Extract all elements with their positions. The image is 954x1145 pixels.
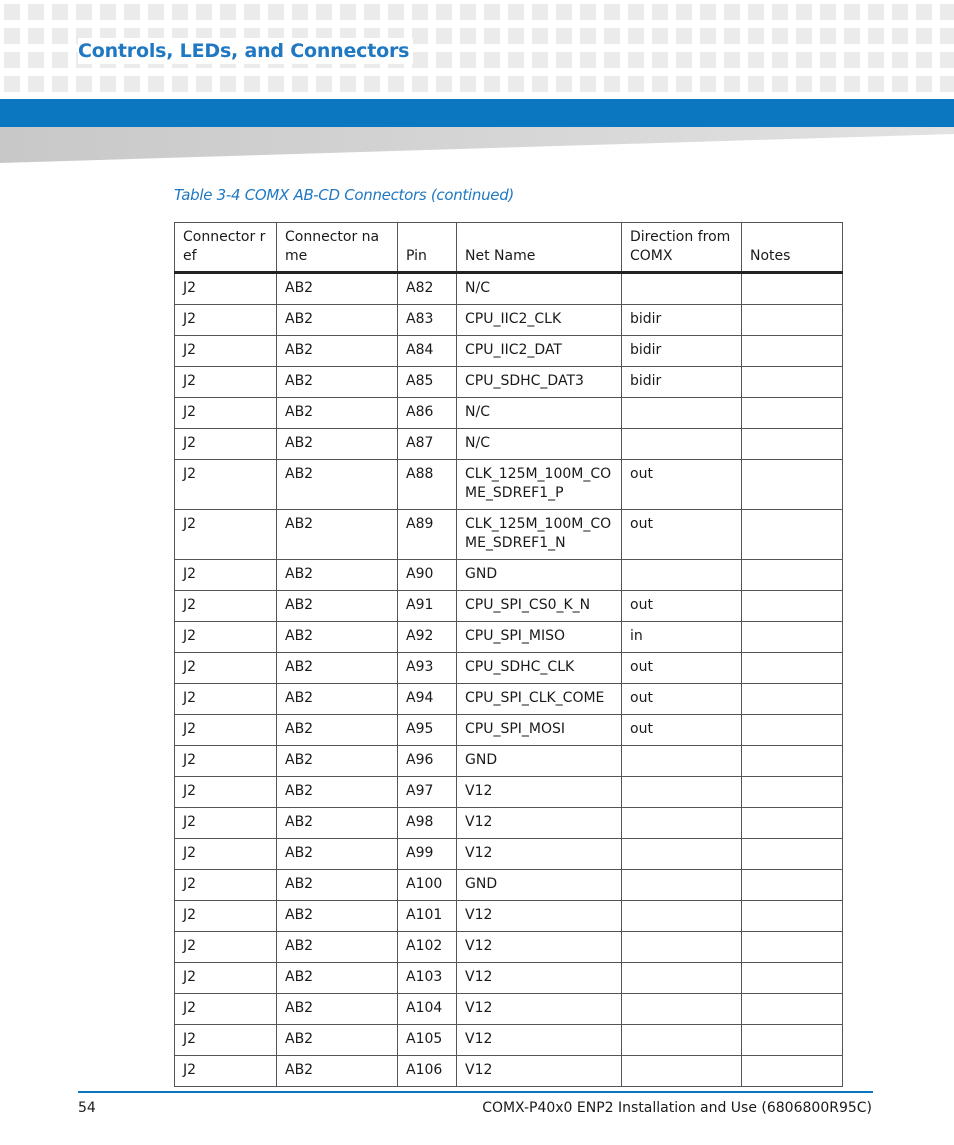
cell-connector-name: AB2 xyxy=(277,653,398,684)
cell-pin: A106 xyxy=(398,1056,457,1087)
cell-notes xyxy=(742,684,843,715)
cell-notes xyxy=(742,429,843,460)
cell-pin: A92 xyxy=(398,622,457,653)
cell-pin: A94 xyxy=(398,684,457,715)
cell-connector-name: AB2 xyxy=(277,808,398,839)
cell-connector-name: AB2 xyxy=(277,901,398,932)
cell-connector-name: AB2 xyxy=(277,963,398,994)
cell-net-name: N/C xyxy=(457,398,622,429)
cell-connector-name: AB2 xyxy=(277,429,398,460)
cell-connector-name: AB2 xyxy=(277,305,398,336)
cell-direction: out xyxy=(622,460,742,510)
cell-direction: out xyxy=(622,684,742,715)
cell-connector-name: AB2 xyxy=(277,684,398,715)
cell-direction xyxy=(622,994,742,1025)
col-header-notes: Notes xyxy=(742,223,843,273)
cell-direction xyxy=(622,1056,742,1087)
table-row xyxy=(175,1025,843,1056)
cell-notes xyxy=(742,622,843,653)
cell-connector-ref: J2 xyxy=(175,510,277,560)
cell-notes xyxy=(742,901,843,932)
table-row xyxy=(175,653,843,684)
table-row xyxy=(175,367,843,398)
cell-connector-ref: J2 xyxy=(175,622,277,653)
cell-connector-name: AB2 xyxy=(277,622,398,653)
cell-direction: out xyxy=(622,653,742,684)
cell-connector-name: AB2 xyxy=(277,560,398,591)
cell-pin: A84 xyxy=(398,336,457,367)
connectors-table xyxy=(174,222,843,1087)
col-header-connector-ref: Connector ref xyxy=(175,223,277,273)
cell-connector-ref: J2 xyxy=(175,684,277,715)
cell-notes xyxy=(742,560,843,591)
cell-net-name: CPU_SPI_MOSI xyxy=(457,715,622,746)
cell-connector-name: AB2 xyxy=(277,870,398,901)
cell-net-name: V12 xyxy=(457,808,622,839)
cell-notes xyxy=(742,870,843,901)
cell-pin: A90 xyxy=(398,560,457,591)
cell-connector-name: AB2 xyxy=(277,398,398,429)
cell-connector-name: AB2 xyxy=(277,1056,398,1087)
cell-connector-ref: J2 xyxy=(175,560,277,591)
cell-notes xyxy=(742,653,843,684)
table-row xyxy=(175,591,843,622)
cell-notes xyxy=(742,510,843,560)
cell-connector-name: AB2 xyxy=(277,715,398,746)
table-row xyxy=(175,684,843,715)
cell-connector-ref: J2 xyxy=(175,901,277,932)
cell-connector-name: AB2 xyxy=(277,777,398,808)
table-header-row xyxy=(175,223,843,273)
cell-notes xyxy=(742,808,843,839)
cell-net-name: CLK_125M_100M_COME_SDREF1_P xyxy=(457,460,622,510)
table-row xyxy=(175,777,843,808)
cell-pin: A83 xyxy=(398,305,457,336)
cell-connector-ref: J2 xyxy=(175,932,277,963)
cell-direction xyxy=(622,273,742,305)
col-header-pin: Pin xyxy=(398,223,457,273)
cell-net-name: CPU_SDHC_CLK xyxy=(457,653,622,684)
cell-notes xyxy=(742,1056,843,1087)
cell-connector-ref: J2 xyxy=(175,591,277,622)
cell-net-name: V12 xyxy=(457,932,622,963)
cell-net-name: CPU_IIC2_CLK xyxy=(457,305,622,336)
cell-connector-ref: J2 xyxy=(175,746,277,777)
cell-connector-name: AB2 xyxy=(277,994,398,1025)
table-row xyxy=(175,963,843,994)
cell-pin: A96 xyxy=(398,746,457,777)
cell-direction xyxy=(622,429,742,460)
cell-notes xyxy=(742,839,843,870)
cell-connector-ref: J2 xyxy=(175,653,277,684)
cell-pin: A99 xyxy=(398,839,457,870)
cell-pin: A82 xyxy=(398,273,457,305)
col-header-connector-name: Connector name xyxy=(277,223,398,273)
table-row xyxy=(175,460,843,510)
cell-connector-ref: J2 xyxy=(175,398,277,429)
cell-connector-ref: J2 xyxy=(175,715,277,746)
cell-pin: A103 xyxy=(398,963,457,994)
cell-connector-ref: J2 xyxy=(175,994,277,1025)
cell-net-name: V12 xyxy=(457,1025,622,1056)
cell-pin: A98 xyxy=(398,808,457,839)
table-row xyxy=(175,622,843,653)
table-row xyxy=(175,715,843,746)
table-row xyxy=(175,398,843,429)
table-row xyxy=(175,746,843,777)
table-row xyxy=(175,994,843,1025)
cell-direction xyxy=(622,870,742,901)
cell-direction xyxy=(622,746,742,777)
header-gray-wedge xyxy=(0,127,954,163)
cell-net-name: CPU_IIC2_DAT xyxy=(457,336,622,367)
cell-direction xyxy=(622,808,742,839)
cell-connector-name: AB2 xyxy=(277,591,398,622)
cell-pin: A105 xyxy=(398,1025,457,1056)
table-caption: Table 3-4 COMX AB-CD Connectors (continued) xyxy=(174,186,514,204)
cell-pin: A101 xyxy=(398,901,457,932)
cell-connector-name: AB2 xyxy=(277,1025,398,1056)
table-row xyxy=(175,1056,843,1087)
cell-direction: in xyxy=(622,622,742,653)
cell-pin: A104 xyxy=(398,994,457,1025)
cell-notes xyxy=(742,398,843,429)
table-row xyxy=(175,305,843,336)
table-row xyxy=(175,560,843,591)
cell-connector-name: AB2 xyxy=(277,460,398,510)
cell-notes xyxy=(742,963,843,994)
cell-connector-ref: J2 xyxy=(175,1025,277,1056)
cell-connector-ref: J2 xyxy=(175,460,277,510)
cell-net-name: V12 xyxy=(457,963,622,994)
cell-pin: A102 xyxy=(398,932,457,963)
cell-net-name: V12 xyxy=(457,1056,622,1087)
table-row xyxy=(175,808,843,839)
cell-connector-ref: J2 xyxy=(175,963,277,994)
cell-direction xyxy=(622,777,742,808)
cell-direction: out xyxy=(622,715,742,746)
table-row xyxy=(175,336,843,367)
table-body xyxy=(175,273,843,1087)
cell-notes xyxy=(742,591,843,622)
cell-connector-ref: J2 xyxy=(175,367,277,398)
cell-pin: A87 xyxy=(398,429,457,460)
cell-connector-ref: J2 xyxy=(175,839,277,870)
cell-net-name: V12 xyxy=(457,839,622,870)
cell-pin: A88 xyxy=(398,460,457,510)
cell-notes xyxy=(742,777,843,808)
cell-direction xyxy=(622,963,742,994)
cell-direction xyxy=(622,398,742,429)
cell-notes xyxy=(742,1025,843,1056)
cell-direction: out xyxy=(622,591,742,622)
cell-connector-ref: J2 xyxy=(175,1056,277,1087)
cell-net-name: GND xyxy=(457,746,622,777)
cell-notes xyxy=(742,336,843,367)
col-header-net-name: Net Name xyxy=(457,223,622,273)
cell-net-name: CLK_125M_100M_COME_SDREF1_N xyxy=(457,510,622,560)
cell-pin: A89 xyxy=(398,510,457,560)
cell-net-name: CPU_SPI_MISO xyxy=(457,622,622,653)
cell-connector-ref: J2 xyxy=(175,808,277,839)
cell-connector-ref: J2 xyxy=(175,870,277,901)
cell-notes xyxy=(742,746,843,777)
cell-net-name: CPU_SPI_CS0_K_N xyxy=(457,591,622,622)
cell-notes xyxy=(742,932,843,963)
cell-net-name: CPU_SDHC_DAT3 xyxy=(457,367,622,398)
cell-net-name: V12 xyxy=(457,777,622,808)
cell-connector-ref: J2 xyxy=(175,429,277,460)
cell-connector-name: AB2 xyxy=(277,839,398,870)
cell-direction xyxy=(622,839,742,870)
cell-direction: bidir xyxy=(622,367,742,398)
table-row xyxy=(175,839,843,870)
cell-connector-ref: J2 xyxy=(175,777,277,808)
cell-net-name: N/C xyxy=(457,429,622,460)
cell-direction: out xyxy=(622,510,742,560)
cell-net-name: N/C xyxy=(457,273,622,305)
table-row xyxy=(175,273,843,305)
cell-notes xyxy=(742,994,843,1025)
cell-pin: A95 xyxy=(398,715,457,746)
cell-connector-name: AB2 xyxy=(277,510,398,560)
document-title: COMX-P40x0 ENP2 Installation and Use (6806800R95C) xyxy=(482,1100,872,1116)
table-row xyxy=(175,510,843,560)
cell-pin: A86 xyxy=(398,398,457,429)
cell-notes xyxy=(742,367,843,398)
cell-net-name: V12 xyxy=(457,901,622,932)
cell-direction: bidir xyxy=(622,336,742,367)
cell-connector-name: AB2 xyxy=(277,746,398,777)
table-row xyxy=(175,932,843,963)
cell-direction xyxy=(622,560,742,591)
header-accent-bar xyxy=(0,99,954,127)
table-row xyxy=(175,901,843,932)
table-row xyxy=(175,870,843,901)
cell-connector-name: AB2 xyxy=(277,273,398,305)
cell-direction: bidir xyxy=(622,305,742,336)
cell-direction xyxy=(622,932,742,963)
cell-pin: A93 xyxy=(398,653,457,684)
page-number: 54 xyxy=(78,1100,96,1116)
cell-notes xyxy=(742,715,843,746)
footer-rule xyxy=(78,1091,873,1093)
cell-notes xyxy=(742,305,843,336)
cell-pin: A85 xyxy=(398,367,457,398)
cell-connector-name: AB2 xyxy=(277,336,398,367)
cell-connector-ref: J2 xyxy=(175,336,277,367)
cell-net-name: GND xyxy=(457,870,622,901)
cell-notes xyxy=(742,460,843,510)
cell-net-name: CPU_SPI_CLK_COME xyxy=(457,684,622,715)
col-header-direction: Direction from COMX xyxy=(622,223,742,273)
cell-pin: A91 xyxy=(398,591,457,622)
cell-connector-name: AB2 xyxy=(277,367,398,398)
cell-connector-ref: J2 xyxy=(175,305,277,336)
table-row xyxy=(175,429,843,460)
cell-notes xyxy=(742,273,843,305)
chapter-title: Controls, LEDs, and Connectors xyxy=(78,38,413,64)
cell-connector-ref: J2 xyxy=(175,273,277,305)
cell-net-name: GND xyxy=(457,560,622,591)
cell-connector-name: AB2 xyxy=(277,932,398,963)
cell-pin: A100 xyxy=(398,870,457,901)
cell-net-name: V12 xyxy=(457,994,622,1025)
cell-pin: A97 xyxy=(398,777,457,808)
cell-direction xyxy=(622,901,742,932)
cell-direction xyxy=(622,1025,742,1056)
